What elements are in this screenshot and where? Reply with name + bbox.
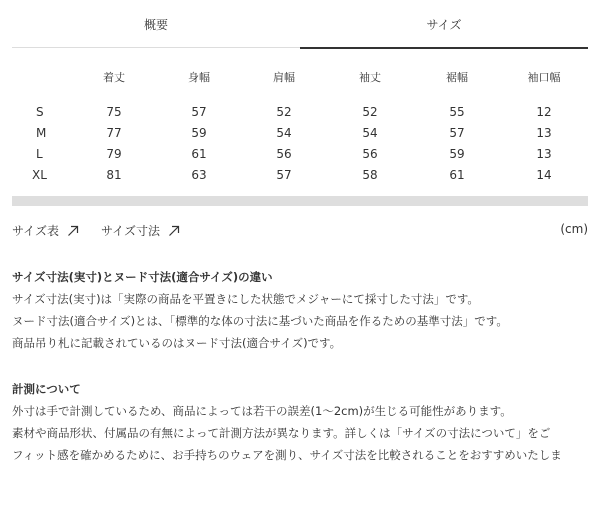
table-row [12,165,588,186]
column-header: 身幅 [188,71,210,84]
column-header: 裾幅 [446,71,468,84]
table-cell: 12 [536,105,552,119]
size-label: L [36,147,43,161]
size-label: XL [32,168,47,182]
note-line: 素材や商品形状、付属品の有無によって計測方法が異なります。詳しくは「サイズの寸法について」をご [12,426,551,440]
external-arrow-icon [67,225,79,237]
column-header: 着丈 [103,71,125,84]
note-line: サイズ寸法(実寸)は「実際の商品を平置きにした状態でメジャーにて採寸した寸法」です。 [12,292,479,306]
note-line: ヌード寸法(適合サイズ)とは、「標準的な体の寸法に基づいた商品を作るための基準寸法」です。 [12,314,508,328]
column-header: 袖丈 [359,71,381,84]
table-cell: 56 [276,147,292,161]
table-cell: 77 [106,126,122,140]
table-cell: 61 [191,147,207,161]
table-cell: 14 [536,168,552,182]
table-header-row [12,60,588,96]
table-row [12,144,588,165]
table-cell: 58 [362,168,378,182]
table-cell: 61 [449,168,465,182]
table-row [12,102,588,123]
table-cell: 79 [106,147,122,161]
size-chart-link-label: サイズ表 [12,224,60,238]
size-table [12,60,588,186]
table-cell: 57 [191,105,207,119]
size-label: S [36,105,44,119]
table-cell: 63 [191,168,207,182]
size-difference-note [12,266,592,354]
table-cell: 59 [449,147,465,161]
tab-size[interactable]: サイズ [300,0,588,48]
note-line: フィット感を確かめるために、お手持ちのウェアを測り、サイズ寸法を比較されることをおすすめいたしま [12,448,562,462]
table-cell: 57 [276,168,292,182]
size-measure-link-label: サイズ寸法 [101,224,161,238]
column-header: 肩幅 [273,71,295,84]
note-line: 外寸は手で計測しているため、商品によっては若干の誤差(1〜2cm)が生じる可能性があります。 [12,404,512,418]
table-horizontal-scrollbar[interactable] [12,196,588,206]
external-arrow-icon [168,225,180,237]
table-cell: 59 [191,126,207,140]
table-cell: 52 [276,105,292,119]
table-cell: 52 [362,105,378,119]
size-chart-link[interactable] [12,222,79,239]
size-links-row [12,222,588,242]
table-cell: 54 [362,126,378,140]
note-line: 商品吊り札に記載されているのはヌード寸法(適合サイズ)です。 [12,336,342,350]
table-cell: 13 [536,147,552,161]
table-cell: 54 [276,126,292,140]
tab-overview[interactable]: 概要 [143,17,168,32]
size-measure-link[interactable] [101,222,180,239]
table-cell: 55 [449,105,465,119]
measurement-note [12,378,592,466]
measurement-title: 計測について [12,382,81,396]
tab-bar [12,0,588,48]
table-cell: 13 [536,126,552,140]
size-difference-title: サイズ寸法(実寸)とヌード寸法(適合サイズ)の違い [12,270,273,284]
table-row [12,123,588,144]
column-header: 袖口幅 [527,71,561,84]
size-label: M [36,126,47,140]
table-cell: 81 [106,168,122,182]
table-cell: 75 [106,105,122,119]
unit-label: (cm) [560,222,588,236]
table-cell: 57 [449,126,465,140]
table-cell: 56 [362,147,378,161]
